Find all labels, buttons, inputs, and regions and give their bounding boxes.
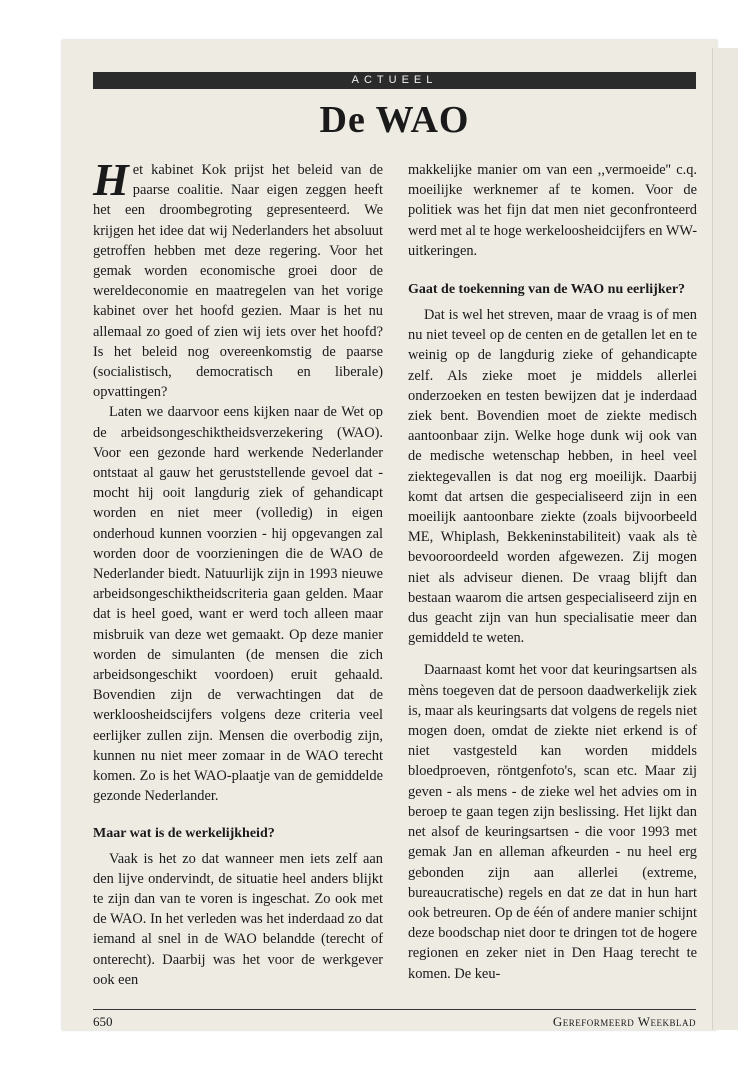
paragraph — [93, 154, 383, 402]
dropcap-letter: H — [93, 154, 129, 205]
paragraph: makkelijke manier om van een ,,vermoeide'' c.q. moeilijke werknemer af te komen. Voor de politiek was het fijn dat men niet geconfronteerd werd met al te hoge werkeloosheidcijfers en WW-uitkeringen. — [408, 162, 697, 259]
article-column-right — [408, 160, 697, 984]
paragraph: Laten we daarvoor eens kijken naar de Wet op de arbeidsongeschiktheidsverzekering (WAO). Voor een gezonde hard werkende Nederlander ontstaat al gauw het geruststellende gevoel dat - mocht hij ooit langdurig ziek of gehandicapt worden en niet meer (volledig) in eigen onderhoud kunnen voorzien - hij opgevangen zal worden door de voorzieningen die de WAO de Nederlander biedt. Natuurlijk zijn in 1993 nieuwe arbeidsongeschiktheidscriteria gaan gelden. Maar dat is heel goed, want er werd toch alleen maar misbruik van deze wet gemaakt. Op deze manier worden de simulanten (de mensen die zich arbeidsongeschikt voordoen) eruit gehaald. Bovendien zijn de verwachtingen dat de werkloosheidscijfers volgens deze criteria veel eerlijker zullen zijn. Mensen die overbodig zijn, kunnen nu niet meer zomaar in de WAO terecht komen. Zo is het WAO-plaatje van de gemiddelde gezonde Nederlander. — [93, 404, 383, 805]
section-banner: ACTUEEL — [93, 72, 696, 89]
paragraph: Vaak is het zo dat wanneer men iets zelf aan den lijve ondervindt, de situatie heel anders blijkt te zijn dan van te voren is ingeschat. Zo ook met de WAO. In het verleden was het inderdaad zo dat iemand al snel in de WAO belandde (terecht of onterecht). Daarbij was het voor de werkgever ook een — [93, 850, 383, 988]
subheading: Gaat de toekenning van de WAO nu eerlijker? — [408, 282, 686, 298]
publication-name: Gereformeerd Weekblad — [552, 1014, 696, 1029]
footer-rule — [93, 1009, 696, 1010]
paragraph: Daarnaast komt het voor dat keuringsartsen als mèns toegeven dat de persoon daadwerkelijk ziek is, maar als keuringsarts dat volgens de regels niet mogen doen, omdat de ziekte niet erkend is of niet vastgesteld kan worden middels bloedproeven, röntgenfoto's, scan etc. Maar zij geven - als mens - de zieke wel het advies om in beroep te gaan tegen zijn beslissing. Het lijkt dan net alsof de keuringsartsen - die voor 1993 met gemak Jan en alleman afkeurden - nu heel erg gebonden zijn aan allerlei (extreme, bureaucratische) regels en dat ze dat in hun hart ook betreuren. Op de één of andere manier schijnt deze boodschap niet door te dringen tot de hogere regionen en zeker niet in Den Haag terecht te komen. De keu- — [408, 662, 697, 982]
paragraph: Dat is wel het streven, maar de vraag is of men nu niet teveel op de centen en de getallen let en te weinig op de langdurig zieke of gehandicapte zelf. Als zieke moet je middels allerlei onderzoeken en testen bewijzen dat je inderdaad ziek bent. Bovendien moet de ziekte medisch aantoonbaar zijn. Welke hoge dunk wij ook van de medische wetenschap hebben, in heel veel ziektegevallen is dat nog erg moeilijk. Daarbij komt dat artsen die gespecialiseerd zijn in een moeilijk aantoonbare ziekte (zoals bijvoorbeeld ME, Whiplash, Bekkeninstabiliteit) vaak als tè bevooroordeeld worden afgewezen. Zij mogen niet als adviseur dienen. De vraag blijft dan bestaan waarom die artsen gespecialiseerd zijn en dus geacht zijn van hun specialisatie meer dan gemiddeld te weten. — [408, 307, 697, 647]
article-title: De WAO — [319, 99, 470, 141]
paragraph-text: et kabinet Kok prijst het beleid van de paarse coalitie. Naar eigen zeggen heeft het een droombegroting gepresenteerd. We krijgen het idee dat wij Nederlanders het absoluut getroffen hebben met deze regering. Voor het gemak worden economische groei door de wereldeconomie en maatregelen van het vorige kabinet over het hoofd gezien. Maar is het nu allemaal zo goed of zien wij iets over het hoofd? Is het beleid nog overeenkomstig de paarse (socialistisch, democratisch en liberale) opvattingen? — [93, 162, 383, 401]
article-column-left — [93, 154, 383, 990]
page-number: 650 — [93, 1014, 113, 1029]
subheading: Maar wat is de werkelijkheid? — [93, 825, 275, 841]
adjacent-page-edge — [712, 48, 738, 1030]
